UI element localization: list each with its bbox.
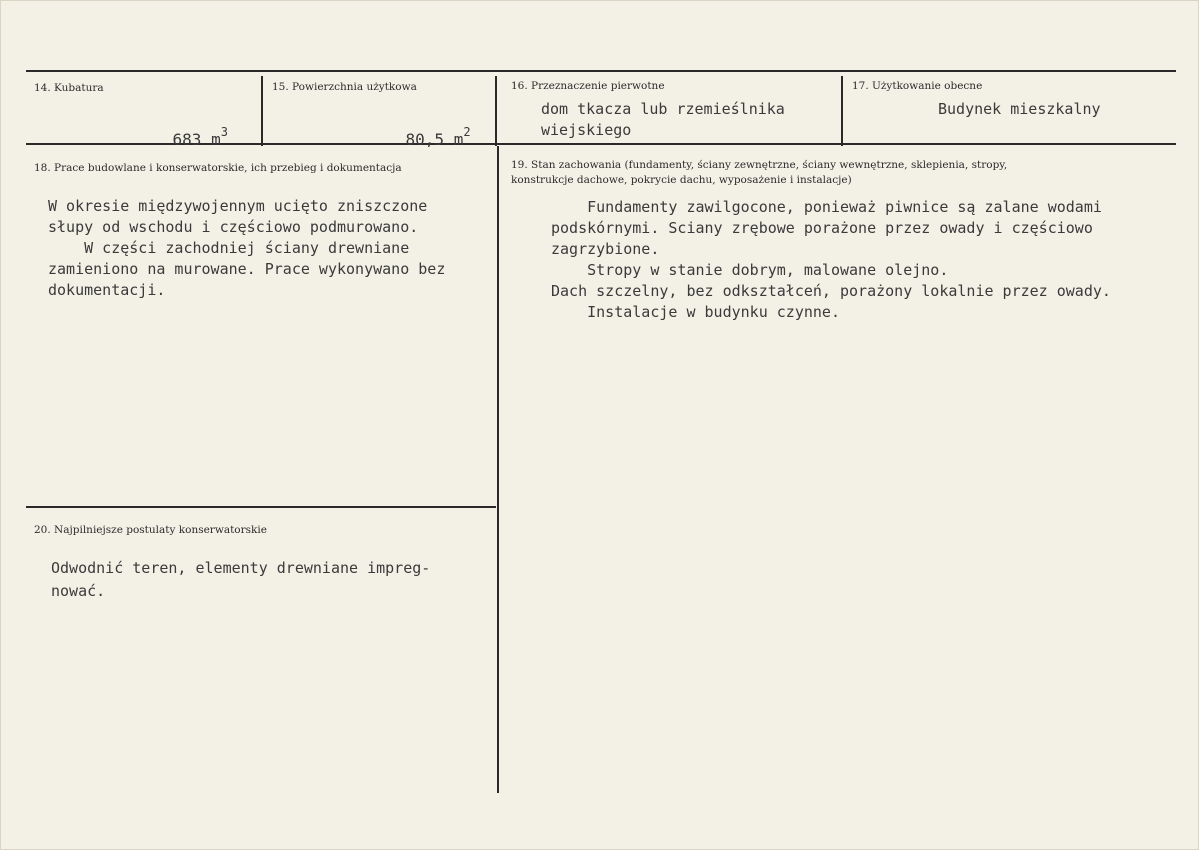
stan-line-5: Dach szczelny, bez odkształceń, porażony lokalnie przez owady.	[551, 282, 1111, 300]
stan-label-line-1: 19. Stan zachowania (fundamenty, ściany zewnętrzne, ściany wewnętrzne, sklepienia, stropy,	[511, 159, 1008, 171]
stan-line-2: podskórnymi. Sciany zrębowe porażone przez owady i częściowo	[551, 219, 1093, 237]
kubatura-number: 683 m	[172, 130, 221, 149]
kubatura-exponent: 3	[220, 125, 228, 139]
kubatura-label: 14. Kubatura	[34, 82, 104, 94]
stan-label-line-2: konstrukcje dachowe, pokrycie dachu, wyposażenie i instalacje)	[511, 174, 852, 186]
divider-main	[497, 146, 499, 793]
prace-line-3: W części zachodniej ściany drewniane	[48, 239, 410, 257]
top-rule	[26, 70, 1176, 72]
przeznaczenie-line-2: wiejskiego	[541, 121, 632, 139]
prace-line-2: słupy od wschodu i częściowo podmurowano.	[48, 218, 419, 236]
section20-top-rule	[26, 506, 496, 508]
postulaty-line-2: nować.	[51, 582, 106, 600]
powierzchnia-label: 15. Powierzchnia użytkowa	[272, 81, 417, 93]
uzytkowanie-label: 17. Użytkowanie obecne	[852, 80, 983, 92]
stan-line-1: Fundamenty zawilgocone, ponieważ piwnice są zalane wodami	[551, 198, 1102, 216]
stan-line-3: zagrzybione.	[551, 240, 660, 258]
stan-line-4: Stropy w stanie dobrym, malowane olejno.	[551, 261, 949, 279]
divider-16-17	[841, 76, 843, 146]
prace-line-4: zamieniono na murowane. Prace wykonywano bez	[48, 260, 446, 278]
stan-line-6: Instalacje w budynku czynne.	[551, 303, 840, 321]
przeznaczenie-label: 16. Przeznaczenie pierwotne	[511, 80, 665, 92]
przeznaczenie-line-1: dom tkacza lub rzemieślnika	[541, 100, 785, 118]
powierzchnia-number: 80,5 m	[405, 130, 464, 149]
postulaty-line-1: Odwodnić teren, elementy drewniane impreg-	[51, 559, 431, 577]
prace-line-1: W okresie międzywojennym ucięto zniszczone	[48, 197, 428, 215]
postulaty-label: 20. Najpilniejsze postulaty konserwatorskie	[34, 524, 267, 536]
prace-label: 18. Prace budowlane i konserwatorskie, ich przebieg i dokumentacja	[34, 162, 402, 174]
powierzchnia-exponent: 2	[463, 125, 471, 139]
prace-line-5: dokumentacji.	[48, 281, 166, 299]
uzytkowanie-value: Budynek mieszkalny	[938, 100, 1101, 118]
divider-15-16	[495, 76, 497, 146]
divider-14-15	[261, 76, 263, 146]
